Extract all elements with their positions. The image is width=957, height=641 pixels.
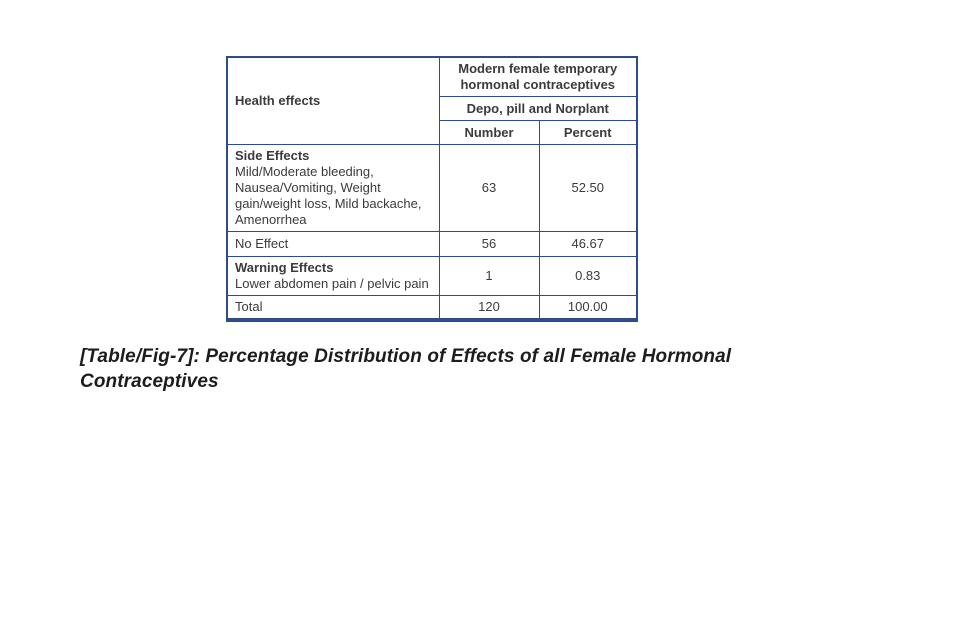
row-title: No Effect — [235, 236, 289, 251]
group-header-cell: Modern female temporary hormonal contraceptives — [439, 57, 637, 97]
row-sublabel: Lower abdomen pain / pelvic pain — [235, 276, 429, 291]
row-title: Warning Effects — [235, 260, 334, 275]
corner-header-cell: Health effects — [227, 57, 439, 145]
row-title: Total — [235, 299, 263, 314]
number-cell: 1 — [439, 257, 539, 296]
percent-cell: 0.83 — [539, 257, 637, 296]
subgroup-header-cell: Depo, pill and Norplant — [439, 97, 637, 121]
number-cell: 56 — [439, 232, 539, 257]
health-effects-table — [226, 56, 638, 322]
percent-cell: 52.50 — [539, 145, 637, 232]
header-row-group — [227, 57, 637, 97]
number-cell: 63 — [439, 145, 539, 232]
table-row-warning-effects — [227, 257, 637, 296]
number-cell: 120 — [439, 296, 539, 321]
table-row-no-effect — [227, 232, 637, 257]
row-label-cell — [227, 232, 439, 257]
percent-column-header: Percent — [539, 121, 637, 145]
number-column-header: Number — [439, 121, 539, 145]
row-label-cell — [227, 257, 439, 296]
row-title: Side Effects — [235, 148, 310, 163]
row-label-cell — [227, 296, 439, 321]
figure-caption: [Table/Fig-7]: Percentage Distribution of Effects of all Female Hormonal Contraceptives — [80, 346, 732, 392]
percent-cell: 46.67 — [539, 232, 637, 257]
row-sublabel: Mild/Moderate bleeding, Nausea/Vomiting, Weight gain/weight loss, Mild backache, Amenorrhea — [235, 164, 422, 227]
row-label-cell — [227, 145, 439, 232]
percent-cell: 100.00 — [539, 296, 637, 321]
figure-table-container — [226, 56, 638, 322]
table-row-side-effects — [227, 145, 637, 232]
table-row-total — [227, 296, 637, 321]
